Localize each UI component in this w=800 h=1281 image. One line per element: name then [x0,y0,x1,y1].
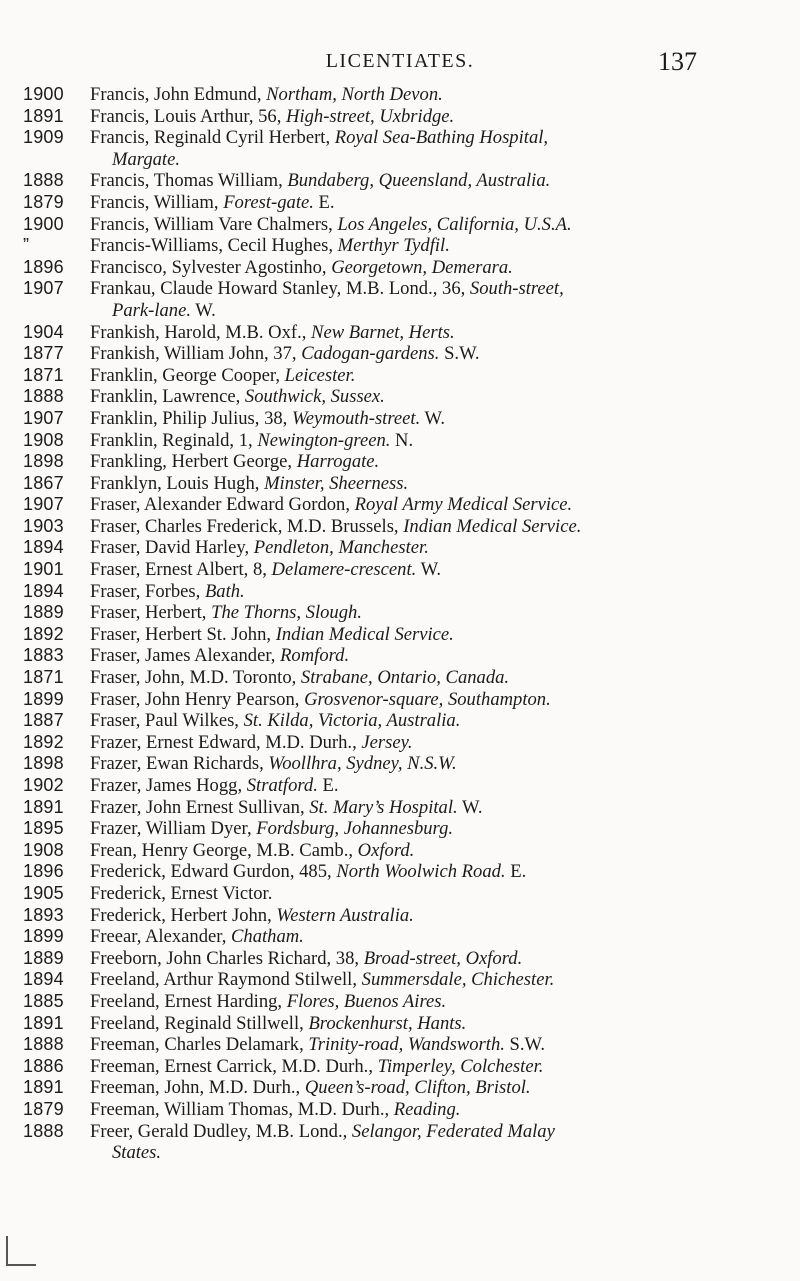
entry-name: Freeland, Ernest Harding, [90,990,287,1012]
list-item [0,861,800,883]
entry-continuation [112,1142,800,1164]
list-item [0,667,800,689]
entry-name: Frederick, Ernest Victor. [90,882,273,904]
entry-location: Harrogate. [296,451,380,473]
entry-district: S.W. [439,343,480,365]
entry-location: The Thorns, Slough. [211,602,362,624]
entry-year: 1883 [23,645,64,666]
entry-district: W. [420,407,446,429]
list-item [0,818,800,840]
list-item [0,473,800,495]
entry-name: Frederick, Herbert John, [90,904,277,926]
entry-text [90,710,800,732]
list-item [0,408,800,430]
entry-location: Newington-green. [257,429,391,451]
list-item [0,365,800,387]
entry-name: Francisco, Sylvester Agostinho, [90,256,332,278]
entry-text [90,926,800,948]
entry-name: Freeman, John, M.D. Durh., [90,1077,305,1099]
entry-name: Franklin, Lawrence, [90,386,245,408]
entry-continuation [112,300,800,322]
entry-year: 1889 [23,602,64,623]
entry-location: Broad-street, Oxford. [363,947,523,969]
entry-name: Frazer, William Dyer, [90,818,257,840]
entry-year: 1894 [23,537,64,558]
entry-year: 1877 [23,343,64,364]
entry-name: Freeland, Reginald Stillwell, [90,1012,309,1034]
entry-name: Fraser, John, M.D. Toronto, [90,667,301,689]
entry-text [90,430,800,452]
entry-location: Los Angeles, California, U.S.A. [337,213,572,235]
list-item [0,1034,800,1056]
list-item [0,948,800,970]
entry-location: Delamere-crescent. [271,559,417,581]
entry-continuation-district: W. [191,299,216,321]
entry-year: 1900 [23,213,64,234]
entry-district: N. [390,429,414,451]
entry-district: W. [416,559,442,581]
entry-text [90,667,800,689]
entry-name: Fraser, Paul Wilkes, [90,710,244,732]
entry-name: Fraser, Ernest Albert, 8, [90,559,272,581]
entry-district: E. [313,191,335,213]
entry-text [90,840,800,862]
entry-year: 1896 [23,861,64,882]
entry-district: W. [457,796,483,818]
entry-text [90,278,800,300]
entry-year: 1892 [23,623,64,644]
entry-name: Fraser, Herbert St. John, [90,623,276,645]
entry-year: 1889 [23,947,64,968]
list-item [0,1121,800,1164]
entry-location: Minster, Sheerness. [264,472,409,494]
entry-location: Leicester. [284,364,356,386]
list-item [0,710,800,732]
entry-location: Cadogan-gardens. [301,343,440,365]
entry-name: Francis, William, [90,191,224,213]
entry-name: Fraser, David Harley, [90,537,254,559]
entry-location: Jersey. [361,731,413,753]
entry-year: 1891 [23,1012,64,1033]
entry-location: Woollhra, Sydney, N.S.W. [268,753,457,775]
entry-location: Trinity-road, Wandsworth. [308,1034,505,1056]
entry-location: Queen’s-road, Clifton, Bristol. [304,1077,531,1099]
entry-name: Fraser, John Henry Pearson, [90,688,305,710]
entry-text [90,991,800,1013]
list-item [0,1056,800,1078]
entry-location: Fordsburg, Johannesburg. [256,818,454,840]
entry-text [90,883,800,905]
entry-year: 1905 [23,882,64,903]
entry-location: Indian Medical Service. [275,623,454,645]
entry-text [90,192,800,214]
entry-location: Indian Medical Service. [403,515,582,537]
entry-text [90,322,800,344]
list-item [0,732,800,754]
entry-location: Selangor, Federated Malay [351,1120,555,1142]
entry-name: Frazer, John Ernest Sullivan, [90,796,310,818]
entry-year: 1908 [23,839,64,860]
entry-text [90,84,800,106]
list-item [0,602,800,624]
list-item [0,905,800,927]
entry-name: Frazer, Ernest Edward, M.D. Durh., [90,731,362,753]
entry-year: 1896 [23,256,64,277]
entry-year: 1871 [23,364,64,385]
entry-text [90,581,800,603]
list-item [0,969,800,991]
entry-year: 1907 [23,494,64,515]
entry-location: Chatham. [231,926,304,948]
entry-location: Northam, North Devon. [266,84,443,105]
entry-year: 1901 [23,559,64,580]
entry-text [90,1056,800,1078]
entry-text [90,106,800,128]
entry-text [90,451,800,473]
entry-year: 1879 [23,1098,64,1119]
entry-name: Fraser, Forbes, [90,580,205,602]
entry-name: Freear, Alexander, [90,926,231,948]
list-item [0,753,800,775]
entry-location: Forest-gate. [223,191,314,213]
entry-location: Reading. [393,1098,461,1120]
list-item [0,386,800,408]
entry-name: Frederick, Edward Gurdon, 485, [90,861,337,883]
list-item [0,516,800,538]
entry-name: Francis-Williams, Cecil Hughes, [90,235,338,257]
entry-name: Franklin, Philip Julius, 38, [90,407,292,429]
list-item [0,883,800,905]
entry-text [90,775,800,797]
entry-year: 1891 [23,796,64,817]
entry-list [0,84,800,1164]
entry-location: Stratford. [246,775,318,796]
entry-location: Strabane, Ontario, Canada. [300,667,510,689]
list-item [0,192,800,214]
entry-name: Francis, William Vare Chalmers, [90,213,338,235]
entry-text [90,473,800,495]
entry-location: Georgetown, Demerara. [331,256,513,278]
entry-name: Frankish, William John, 37, [90,343,302,365]
entry-location: North Woolwich Road. [336,861,506,883]
entry-year: 1900 [23,84,64,104]
entry-location: Southwick, Sussex. [244,386,385,408]
entry-year: 1899 [23,926,64,947]
entry-text [90,689,800,711]
entry-location: Pendleton, Manchester. [253,537,429,559]
entry-text [90,408,800,430]
list-item [0,430,800,452]
entry-text [90,170,800,192]
entry-name: Frean, Henry George, M.B. Camb., [90,839,358,861]
entry-year: 1894 [23,969,64,990]
list-item [0,1013,800,1035]
list-item [0,581,800,603]
list-item [0,278,800,321]
entry-year: 1904 [23,321,64,342]
list-item [0,1099,800,1121]
entry-text [90,1099,800,1121]
entry-year: 1887 [23,710,64,731]
entry-text [90,753,800,775]
entry-name: Fraser, James Alexander, [90,645,281,667]
entry-district: E. [317,775,339,796]
entry-continuation-text: Margate. [112,148,180,170]
entry-text [90,969,800,991]
entry-year: 1907 [23,407,64,428]
entry-location: New Barnet, Herts. [311,321,455,343]
entry-text [90,214,800,236]
list-item [0,926,800,948]
entry-year: 1879 [23,191,64,212]
entry-location: Timperley, Colchester. [377,1055,544,1077]
entry-text [90,948,800,970]
entry-name: Fraser, Charles Frederick, M.D. Brussels, [90,515,404,537]
entry-name: Frankish, Harold, M.B. Oxf., [90,321,312,343]
entry-text [90,732,800,754]
entry-year: 1891 [23,1077,64,1098]
entry-location: St. Kilda, Victoria, Australia. [243,710,461,732]
entry-location: Bath. [204,580,245,602]
entry-location: Weymouth-street. [291,407,421,429]
entry-text [90,386,800,408]
entry-location: Merthyr Tydfil. [337,235,450,257]
list-item [0,645,800,667]
entry-continuation-text: States. [112,1142,162,1164]
entry-year: 1885 [23,990,64,1011]
page-corner-mark [6,1236,36,1266]
entry-location: Royal Sea-Bathing Hospital, [334,127,549,149]
entry-name: Frankling, Herbert George, [90,451,297,473]
entry-name: Frankau, Claude Howard Stanley, M.B. Lond., 36, [90,278,470,300]
entry-name: Freeman, Charles Delamark, [90,1034,309,1056]
entry-name: Franklin, George Cooper, [90,364,285,386]
entry-year: 1898 [23,753,64,774]
entry-year: 1895 [23,818,64,839]
entry-name: Francis, Reginald Cyril Herbert, [90,127,335,149]
entry-location: Romford. [280,645,350,667]
entry-text [90,537,800,559]
entry-year: 1903 [23,515,64,536]
entry-text [90,1034,800,1056]
list-item [0,343,800,365]
entry-text [90,797,800,819]
entry-name: Franklyn, Louis Hugh, [90,472,265,494]
list-item [0,991,800,1013]
entry-continuation [112,149,800,171]
entry-district: E. [505,861,527,883]
list-item [0,559,800,581]
page-number: 137 [658,47,697,76]
entry-text [90,365,800,387]
entry-text [90,645,800,667]
entry-year: 1888 [23,386,64,407]
entry-year: 1888 [23,170,64,191]
entry-location: Royal Army Medical Service. [354,494,573,516]
list-item [0,214,800,236]
entry-year: 1908 [23,429,64,450]
entry-location: St. Mary’s Hospital. [309,796,458,818]
list-item [0,322,800,344]
entry-text [90,235,800,257]
list-item [0,257,800,279]
entry-name: Freeman, Ernest Carrick, M.D. Durh., [90,1055,378,1077]
entry-text [90,818,800,840]
entry-name: Freeman, William Thomas, M.D. Durh., [90,1098,394,1120]
entry-name: Freeland, Arthur Raymond Stilwell, [90,969,362,991]
entry-text [90,494,800,516]
entry-text [90,1013,800,1035]
entry-year: 1891 [23,105,64,126]
entry-district: S.W. [504,1034,546,1056]
list-item [0,689,800,711]
entry-location: Brockenhurst, Hants. [308,1012,467,1034]
list-item [0,624,800,646]
entry-year: 1898 [23,451,64,472]
entry-year: 1867 [23,472,64,493]
entry-year: 1902 [23,775,64,795]
entry-text [90,516,800,538]
entry-year: 1893 [23,904,64,925]
entry-text [90,861,800,883]
entry-name: Francis, Thomas William, [90,170,288,192]
running-title: LICENTIATES. [325,50,475,72]
entry-text [90,624,800,646]
list-item [0,537,800,559]
entry-location: Oxford. [357,839,415,861]
entry-location: Western Australia. [276,904,414,926]
entry-year: 1909 [23,127,64,148]
entry-text [90,343,800,365]
entry-text [90,1077,800,1099]
entry-year: 1892 [23,731,64,752]
list-item [0,170,800,192]
list-item [0,797,800,819]
entry-year: 1899 [23,688,64,709]
entry-year: 1888 [23,1120,64,1141]
list-item [0,84,800,106]
list-item [0,127,800,170]
entry-year: 1888 [23,1034,64,1055]
entry-year: 1871 [23,667,64,688]
entry-name: Fraser, Herbert, [90,602,212,624]
entry-location: Flores, Buenos Aires. [286,990,447,1012]
entry-year: 1894 [23,580,64,601]
entry-text [90,257,800,279]
entry-name: Freer, Gerald Dudley, M.B. Lond., [90,1120,352,1142]
entry-year: 1907 [23,278,64,299]
list-item [0,235,800,257]
entry-name: Frazer, James Hogg, [90,775,247,796]
entry-text [90,905,800,927]
entry-location: South-street, [469,278,564,300]
entry-name: Franklin, Reginald, 1, [90,429,258,451]
list-item [0,106,800,128]
list-item [0,494,800,516]
entry-continuation-text: Park-lane. [112,299,191,321]
list-item [0,451,800,473]
entry-text [90,1121,800,1143]
entry-location: Summersdale, Chichester. [361,969,555,991]
entry-year: 1886 [23,1055,64,1076]
list-item [0,1077,800,1099]
entry-year: ” [23,235,30,256]
entry-location: High-street, Uxbridge. [286,105,455,127]
list-item [0,840,800,862]
entry-name: Freeborn, John Charles Richard, 38, [90,947,364,969]
entry-name: Fraser, Alexander Edward Gordon, [90,494,355,516]
entry-name: Francis, Louis Arthur, 56, [90,105,287,127]
entry-location: Bundaberg, Queensland, Australia. [287,170,551,192]
entry-name: Francis, John Edmund, [90,84,267,105]
entry-text [90,559,800,581]
list-item [0,775,800,797]
entry-text [90,602,800,624]
entry-text [90,127,800,149]
entry-name: Frazer, Ewan Richards, [90,753,269,775]
entry-location: Grosvenor-square, Southampton. [304,688,551,710]
